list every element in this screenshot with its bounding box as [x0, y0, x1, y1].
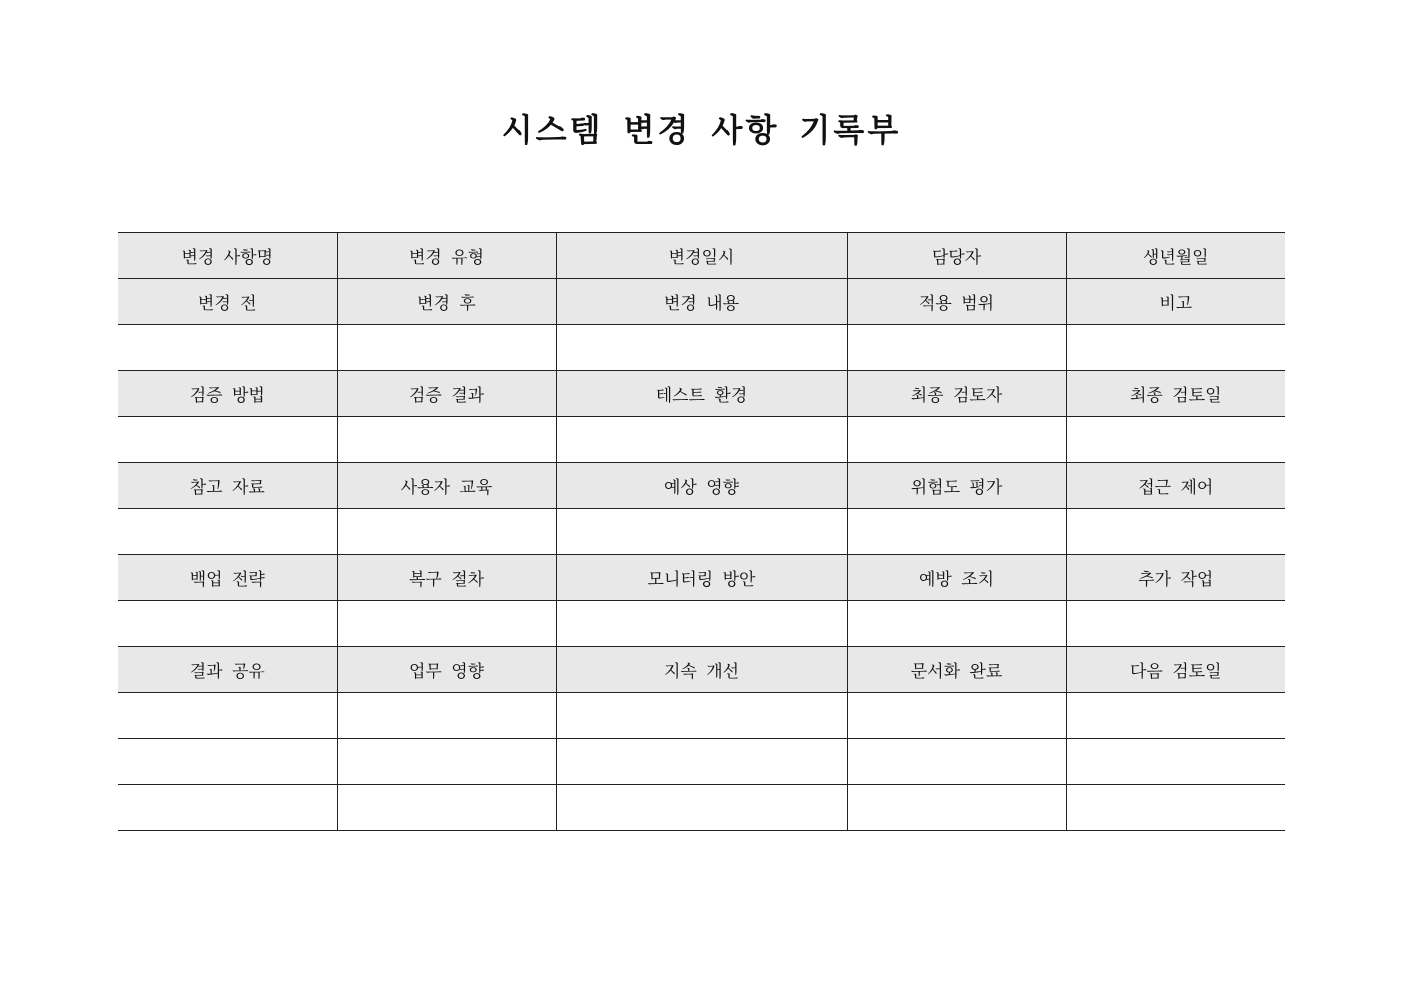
- field-label-cell: 담당자: [847, 233, 1066, 279]
- field-value-cell[interactable]: [847, 509, 1066, 555]
- field-label-cell: 복구 절차: [337, 555, 556, 601]
- field-label-cell: 위험도 평가: [847, 463, 1066, 509]
- field-label-cell: 예방 조치: [847, 555, 1066, 601]
- table-row: [118, 693, 1285, 739]
- field-label-cell: 변경 사항명: [118, 233, 337, 279]
- field-value-cell[interactable]: [337, 785, 556, 831]
- field-value-cell[interactable]: [1066, 693, 1285, 739]
- field-value-cell[interactable]: [847, 325, 1066, 371]
- field-value-cell[interactable]: [556, 601, 847, 647]
- field-label-cell: 사용자 교육: [337, 463, 556, 509]
- field-value-cell[interactable]: [556, 693, 847, 739]
- field-label-cell: 업무 영향: [337, 647, 556, 693]
- table-header-row: [118, 279, 1285, 325]
- field-label-cell: 비고: [1066, 279, 1285, 325]
- field-value-cell[interactable]: [337, 509, 556, 555]
- field-value-cell[interactable]: [118, 739, 337, 785]
- field-label-cell: 테스트 환경: [556, 371, 847, 417]
- field-label-cell: 최종 검토일: [1066, 371, 1285, 417]
- field-value-cell[interactable]: [847, 785, 1066, 831]
- field-label-cell: 검증 결과: [337, 371, 556, 417]
- field-value-cell[interactable]: [847, 601, 1066, 647]
- field-value-cell[interactable]: [1066, 785, 1285, 831]
- field-value-cell[interactable]: [1066, 601, 1285, 647]
- field-label-cell: 예상 영향: [556, 463, 847, 509]
- table-row: [118, 601, 1285, 647]
- document-title: 시스템 변경 사항 기록부: [501, 111, 902, 149]
- field-label-cell: 다음 검토일: [1066, 647, 1285, 693]
- table-header-row: [118, 555, 1285, 601]
- field-label-cell: 결과 공유: [118, 647, 337, 693]
- field-value-cell[interactable]: [556, 739, 847, 785]
- change-record-table-body: [118, 233, 1285, 831]
- field-value-cell[interactable]: [118, 693, 337, 739]
- field-value-cell[interactable]: [556, 785, 847, 831]
- field-value-cell[interactable]: [1066, 739, 1285, 785]
- field-value-cell[interactable]: [337, 417, 556, 463]
- field-label-cell: 변경 유형: [337, 233, 556, 279]
- field-value-cell[interactable]: [118, 325, 337, 371]
- field-value-cell[interactable]: [337, 601, 556, 647]
- field-label-cell: 변경일시: [556, 233, 847, 279]
- table-row: [118, 325, 1285, 371]
- table-row: [118, 785, 1285, 831]
- field-label-cell: 검증 방법: [118, 371, 337, 417]
- field-value-cell[interactable]: [118, 509, 337, 555]
- field-label-cell: 모니터링 방안: [556, 555, 847, 601]
- field-label-cell: 문서화 완료: [847, 647, 1066, 693]
- field-value-cell[interactable]: [118, 601, 337, 647]
- field-label-cell: 최종 검토자: [847, 371, 1066, 417]
- field-value-cell[interactable]: [847, 693, 1066, 739]
- field-value-cell[interactable]: [556, 509, 847, 555]
- change-record-table: [118, 232, 1285, 831]
- table-header-row: [118, 233, 1285, 279]
- field-label-cell: 변경 내용: [556, 279, 847, 325]
- field-value-cell[interactable]: [118, 785, 337, 831]
- field-value-cell[interactable]: [337, 693, 556, 739]
- table-header-row: [118, 463, 1285, 509]
- field-value-cell[interactable]: [1066, 417, 1285, 463]
- field-label-cell: 적용 범위: [847, 279, 1066, 325]
- field-value-cell[interactable]: [337, 739, 556, 785]
- table-header-row: [118, 371, 1285, 417]
- field-value-cell[interactable]: [118, 417, 337, 463]
- table-header-row: [118, 647, 1285, 693]
- table-row: [118, 739, 1285, 785]
- field-value-cell[interactable]: [847, 417, 1066, 463]
- field-label-cell: 변경 후: [337, 279, 556, 325]
- field-label-cell: 참고 자료: [118, 463, 337, 509]
- table-row: [118, 509, 1285, 555]
- field-value-cell[interactable]: [847, 739, 1066, 785]
- field-label-cell: 변경 전: [118, 279, 337, 325]
- field-value-cell[interactable]: [337, 325, 556, 371]
- field-label-cell: 추가 작업: [1066, 555, 1285, 601]
- field-label-cell: 백업 전략: [118, 555, 337, 601]
- field-value-cell[interactable]: [1066, 509, 1285, 555]
- field-value-cell[interactable]: [556, 417, 847, 463]
- field-value-cell[interactable]: [556, 325, 847, 371]
- field-label-cell: 접근 제어: [1066, 463, 1285, 509]
- field-value-cell[interactable]: [1066, 325, 1285, 371]
- field-label-cell: 생년월일: [1066, 233, 1285, 279]
- table-row: [118, 417, 1285, 463]
- field-label-cell: 지속 개선: [556, 647, 847, 693]
